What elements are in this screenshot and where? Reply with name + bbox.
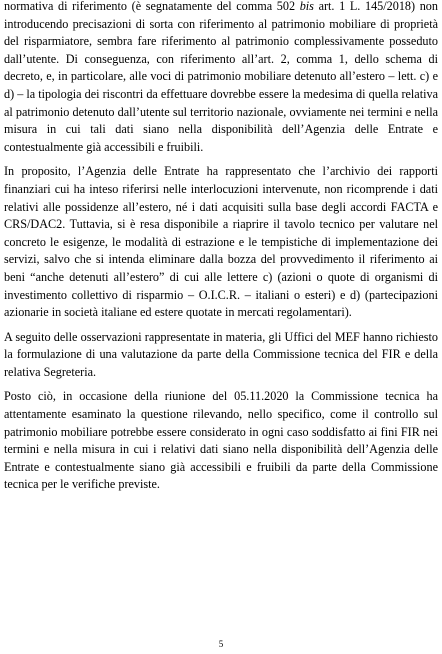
paragraph-3: A seguito delle osservazioni rappresentate in materia, gli Uffici del MEF hanno richiesto la formulazione di una valutazione da parte della Commissione tecnica del FIR e della relativa Segreteria. [4, 329, 438, 379]
paragraph-2: In proposito, l’Agenzia delle Entrate ha rappresentato che l’archivio dei rapporti finanziari cui ha inteso riferirsi nelle interlocuzioni intervenute, non ricomprende i dati relativi alle possidenze all’estero, né i dati acquisiti sulla base degli accordi FACTA e CRS/DAC2. Tuttavia, si è resa disponibile a riaprire il tavolo tecnico per valutare nel concreto le esigenze, le modalità di estrazione e le tempistiche di implementazione dei servizi, salvo che si intenda eliminare dalla bozza del provvedimento il riferimento ai beni “anche detenuti all’estero” di cui alle lettere c) (azioni o quote di organismi di investimento collettivo di risparmio – O.I.C.R. – italiani o esteri) e d) (partecipazioni azionarie in società italiane ed estere quotate in mercati regolamentari). [4, 164, 438, 320]
paragraph-1 [4, 0, 438, 156]
page-number: 5 [218, 639, 224, 649]
paragraph-1-text-start: normativa di riferimento (è segnatamente del comma 502 [4, 0, 300, 13]
paragraph-1-italic-bis: bis [299, 0, 314, 13]
body-text [4, 0, 438, 501]
paragraph-4: Posto ciò, in occasione della riunione del 05.11.2020 la Commissione tecnica ha attentamente esaminato la questione rilevando, nello specifico, come il controllo sul patrimonio mobiliare potrebbe essere considerato in ogni caso soddisfatto ai fini FIR nei termini e nella misura in cui i relativi dati siano nella disponibilità dell’Agenzia delle Entrate e contestualmente siano già accessibili e fruibili da parte della Commissione tecnica per le verifiche previste. [4, 389, 438, 492]
paragraph-1-text-end: art. 1 L. 145/2018) non introducendo precisazioni di sorta con riferimento al patrimonio mobiliare di proprietà del risparmiatore, sembra fare riferimento al patrimonio complessivamente posseduto dall’utente. Di conseguenza, con riferimento all’art. 2, comma 1, dello schema di decreto, e, in particolare, alle voci di patrimonio mobiliare detenuto all’estero – lett. c) e d) – la tipologia dei riscontri da effettuare dovrebbe essere la medesima di quella relativa al patrimonio detenuto dall’utente sul territorio nazionale, ovviamente nei termini e nella misura in cui tali dati siano nella disponibilità dell’Agenzia delle Entrate e contestualmente già accessibili e fruibili. [4, 0, 438, 154]
